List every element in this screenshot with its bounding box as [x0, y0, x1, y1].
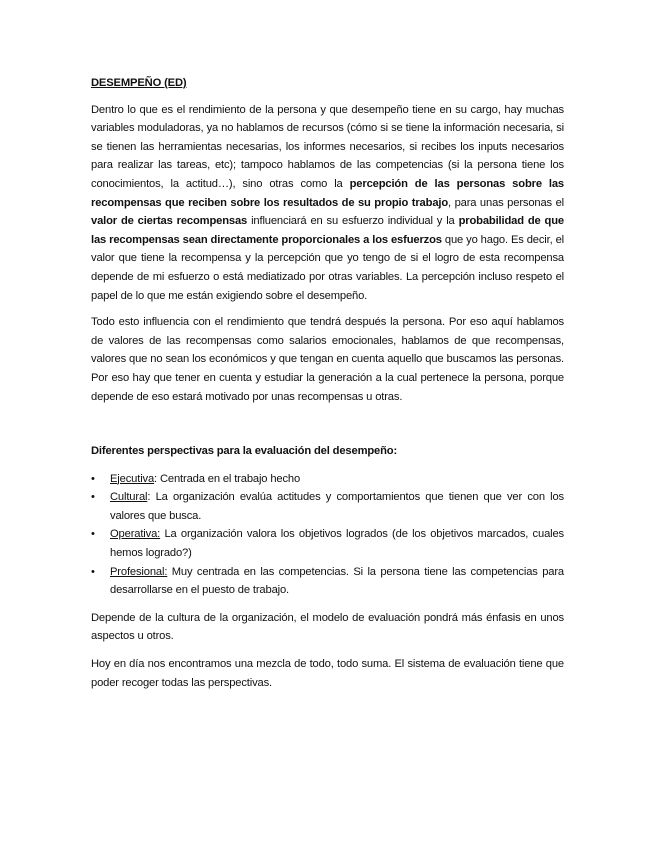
list-item-term: Profesional:: [110, 565, 168, 578]
section-subheading: Diferentes perspectivas para la evaluación del desempeño:: [91, 445, 398, 458]
list-item: [91, 525, 564, 562]
p1-text-1: Dentro lo que es el rendimiento de la persona y que desempeño tiene en su cargo, hay muchas variables moduladoras, ya no hablamos de recursos (cómo si se tiene la información necesaria, si se tienen las herramientas necesarias, los informes necesarios, si recibes los inputs necesarios para realizar las tareas, etc); tampoco hablamos de las competencias (si la persona tiene los conocimientos, la actitud…), sino otras como la: [91, 103, 564, 190]
list-item-sep: :: [154, 472, 158, 485]
list-item-text: La organización evalúa actitudes y comportamientos que tienen que ver con los valores que busca.: [110, 491, 564, 522]
paragraph-influencia: Todo esto influencia con el rendimiento que tendrá después la persona. Por eso aquí hablamos de valores de las recompensas como salarios emocionales, hablamos de que recompensas, valores que no sean los económicos y que tengan en cuenta aquello que buscamos las personas. Por eso hay que tener en cuenta y estudiar la generación a la cual pertenece la persona, porque depende de eso estará motivado por unas recompensas u otras.: [91, 316, 564, 403]
list-item-text: Centrada en el trabajo hecho: [157, 472, 301, 485]
p1-text-2: , para unas personas el: [448, 196, 564, 209]
bullet-icon: •: [91, 565, 95, 578]
document-page: [91, 74, 564, 692]
p1-text-3: influenciará en su esfuerzo individual y la: [247, 215, 459, 228]
list-item: [91, 470, 564, 489]
list-item-text: La organización valora los objetivos logrados (de los objetivos marcados, cuales hemos logrado?): [110, 528, 564, 560]
bullet-icon: •: [91, 472, 95, 485]
perspectives-list: [91, 470, 564, 600]
list-item-term: Operativa:: [110, 528, 161, 541]
p1-text-4: que yo hago. Es decir, el valor que tiene la recompensa y la percepción que yo tengo de si el logro de esta recompensa depende de mi esfuerzo o está mediatizado por otras variables. La percepción incluso respeto el papel de lo que me están exigiendo sobre el desempeño.: [91, 233, 564, 302]
document-title: DESEMPEÑO (ED): [91, 77, 187, 89]
list-item-sep: :: [147, 491, 151, 504]
p1-bold-probabilidad: probabilidad de que las recompensas sean directamente proporcionales a los esfuerzos: [91, 215, 564, 246]
paragraph-mezcla: Hoy en día nos encontramos una mezcla de todo, todo suma. El sistema de evaluación tiene que poder recoger todas las perspectivas.: [91, 658, 564, 689]
list-item-term: Ejecutiva: [110, 472, 155, 485]
p1-bold-percepcion: percepción de las personas sobre las recompensas que reciben sobre los resultados de su propio trabajo: [91, 177, 564, 209]
list-item-text: Muy centrada en las competencias. Si la persona tiene las competencias para desarrollarse en el puesto de trabajo.: [110, 565, 564, 597]
list-item: [91, 563, 564, 600]
p1-bold-valor: valor de ciertas recompensas: [91, 215, 248, 228]
paragraph-rendimiento: [91, 101, 564, 306]
list-item: [91, 488, 564, 525]
paragraph-cultura: Depende de la cultura de la organización, el modelo de evaluación pondrá más énfasis en unos aspectos u otros.: [91, 611, 564, 643]
list-item-term: Cultural: [110, 491, 148, 504]
bullet-icon: •: [91, 528, 95, 541]
bullet-icon: •: [91, 491, 95, 504]
